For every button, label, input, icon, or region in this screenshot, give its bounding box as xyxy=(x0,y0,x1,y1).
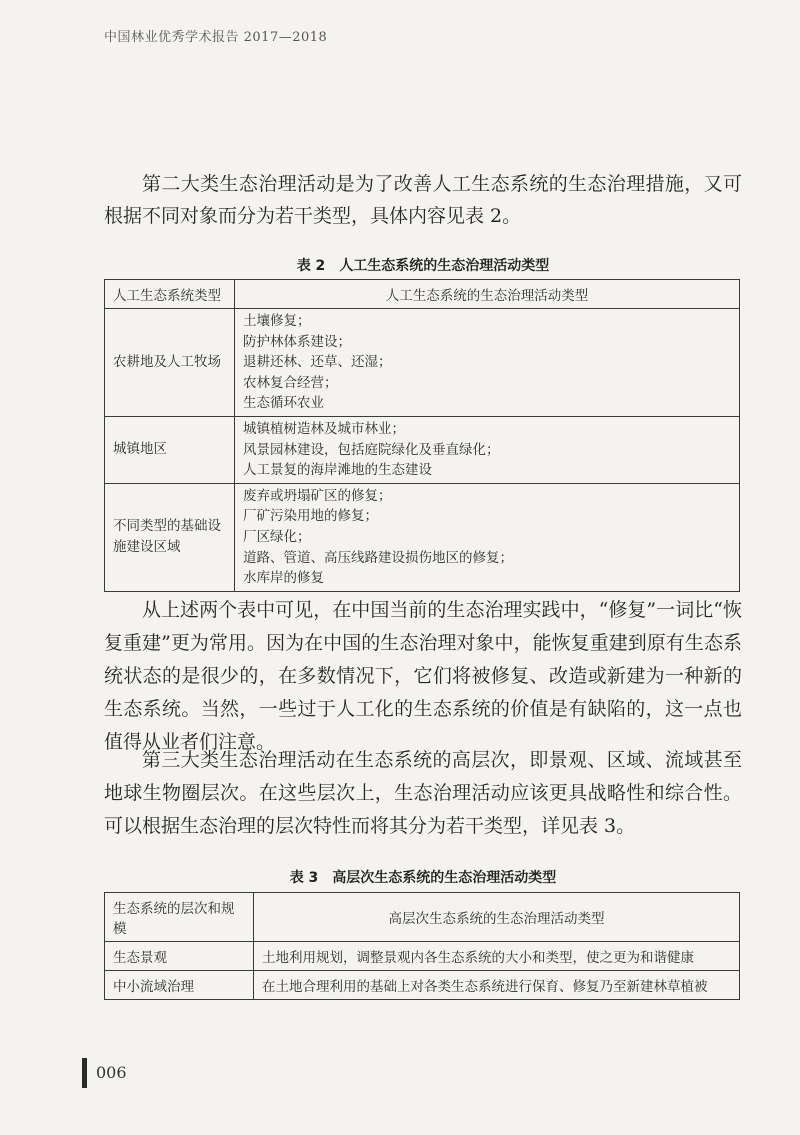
table-2-title: 人工生态系统的生态治理活动类型 xyxy=(339,258,550,274)
activity-item: 废弃或坍塌矿区的修复； xyxy=(243,487,392,504)
paragraph-2: 从上述两个表中可见，在中国当前的生态治理实践中，“修复”一词比“恢复重建”更为常用。因为在中国的生态治理对象中，能恢复重建到原有生态系统状态的是很少的，在多数情况下，它们将被修复、改造或新建为一种新的生态系统。当然，一些过于人工化的生态系统的价值是有缺陷的，这一点也值得从业者们注意。 xyxy=(104,599,742,753)
table-cell-type: 农耕地及人工牧场 xyxy=(105,309,235,417)
table-row xyxy=(105,416,740,483)
activity-item: 农林复合经营； xyxy=(243,374,338,391)
table-cell-activity: 土地利用规划，调整景观内各生态系统的大小和类型，使之更为和谐健康 xyxy=(254,942,740,971)
activity-item: 城镇植树造林及城市林业； xyxy=(243,420,405,437)
activity-item: 防护林体系建设； xyxy=(243,333,351,350)
activity-item: 厂矿污染用地的修复； xyxy=(243,508,378,525)
paragraph-1: 第二大类生态治理活动是为了改善人工生态系统的生态治理措施，又可根据不同对象而分为若干类型，具体内容见表 2。 xyxy=(104,173,742,227)
activity-item: 生态循环农业 xyxy=(243,395,324,412)
paragraph-3: 第三大类生态治理活动在生态系统的高层次，即景观、区域、流域甚至地球生物圈层次。在这些层次上，生态治理活动应该更具战略性和综合性。可以根据生态治理的层次特性而将其分为若干类型，详见表 3。 xyxy=(104,749,742,837)
activity-item: 退耕还林、还草、还湿； xyxy=(243,354,392,371)
activity-item: 风景园林建设，包括庭院绿化及垂直绿化； xyxy=(243,441,500,458)
activity-item: 土壤修复； xyxy=(243,313,311,329)
table-row xyxy=(105,309,740,417)
table-cell-activity: 在土地合理利用的基础上对各类生态系统进行保育、修复乃至新建林草植被 xyxy=(254,971,740,1000)
table-row xyxy=(105,971,740,1000)
table-cell-level: 生态景观 xyxy=(105,942,254,971)
table-3-caption xyxy=(104,867,742,887)
table-cell-type: 城镇地区 xyxy=(105,416,235,483)
table-3-number: 表 3 xyxy=(289,870,319,886)
activity-item: 厂区绿化； xyxy=(243,528,311,545)
table-cell-type: 不同类型的基础设施建设区域 xyxy=(105,483,235,591)
table-3-header-row xyxy=(105,893,740,942)
table-2-header-type: 人工生态系统类型 xyxy=(105,280,235,309)
table-row xyxy=(105,483,740,591)
table-cell-activities xyxy=(235,309,740,417)
activity-item: 人工景复的海岸滩地的生态建设 xyxy=(243,462,432,479)
table-3 xyxy=(104,892,740,1000)
table-3-title: 高层次生态系统的生态治理活动类型 xyxy=(332,870,557,886)
table-cell-level: 中小流域治理 xyxy=(105,971,254,1000)
table-cell-activities xyxy=(235,416,740,483)
page-marker xyxy=(82,1058,87,1088)
activity-item: 水库岸的修复 xyxy=(243,570,324,587)
table-row xyxy=(105,942,740,971)
table-2-header-activity: 人工生态系统的生态治理活动类型 xyxy=(235,280,740,309)
table-3-header-level: 生态系统的层次和规模 xyxy=(105,893,254,942)
table-2-number: 表 2 xyxy=(296,258,326,274)
table-2 xyxy=(104,279,740,592)
table-2-header-row xyxy=(105,280,740,309)
running-head: 中国林业优秀学术报告 2017—2018 xyxy=(104,30,328,45)
table-cell-activities xyxy=(235,483,740,591)
page-number: 006 xyxy=(96,1063,127,1082)
table-3-header-activity: 高层次生态系统的生态治理活动类型 xyxy=(254,893,740,942)
activity-item: 道路、管道、高压线路建设损伤地区的修复； xyxy=(243,549,513,566)
table-2-caption xyxy=(104,255,742,275)
